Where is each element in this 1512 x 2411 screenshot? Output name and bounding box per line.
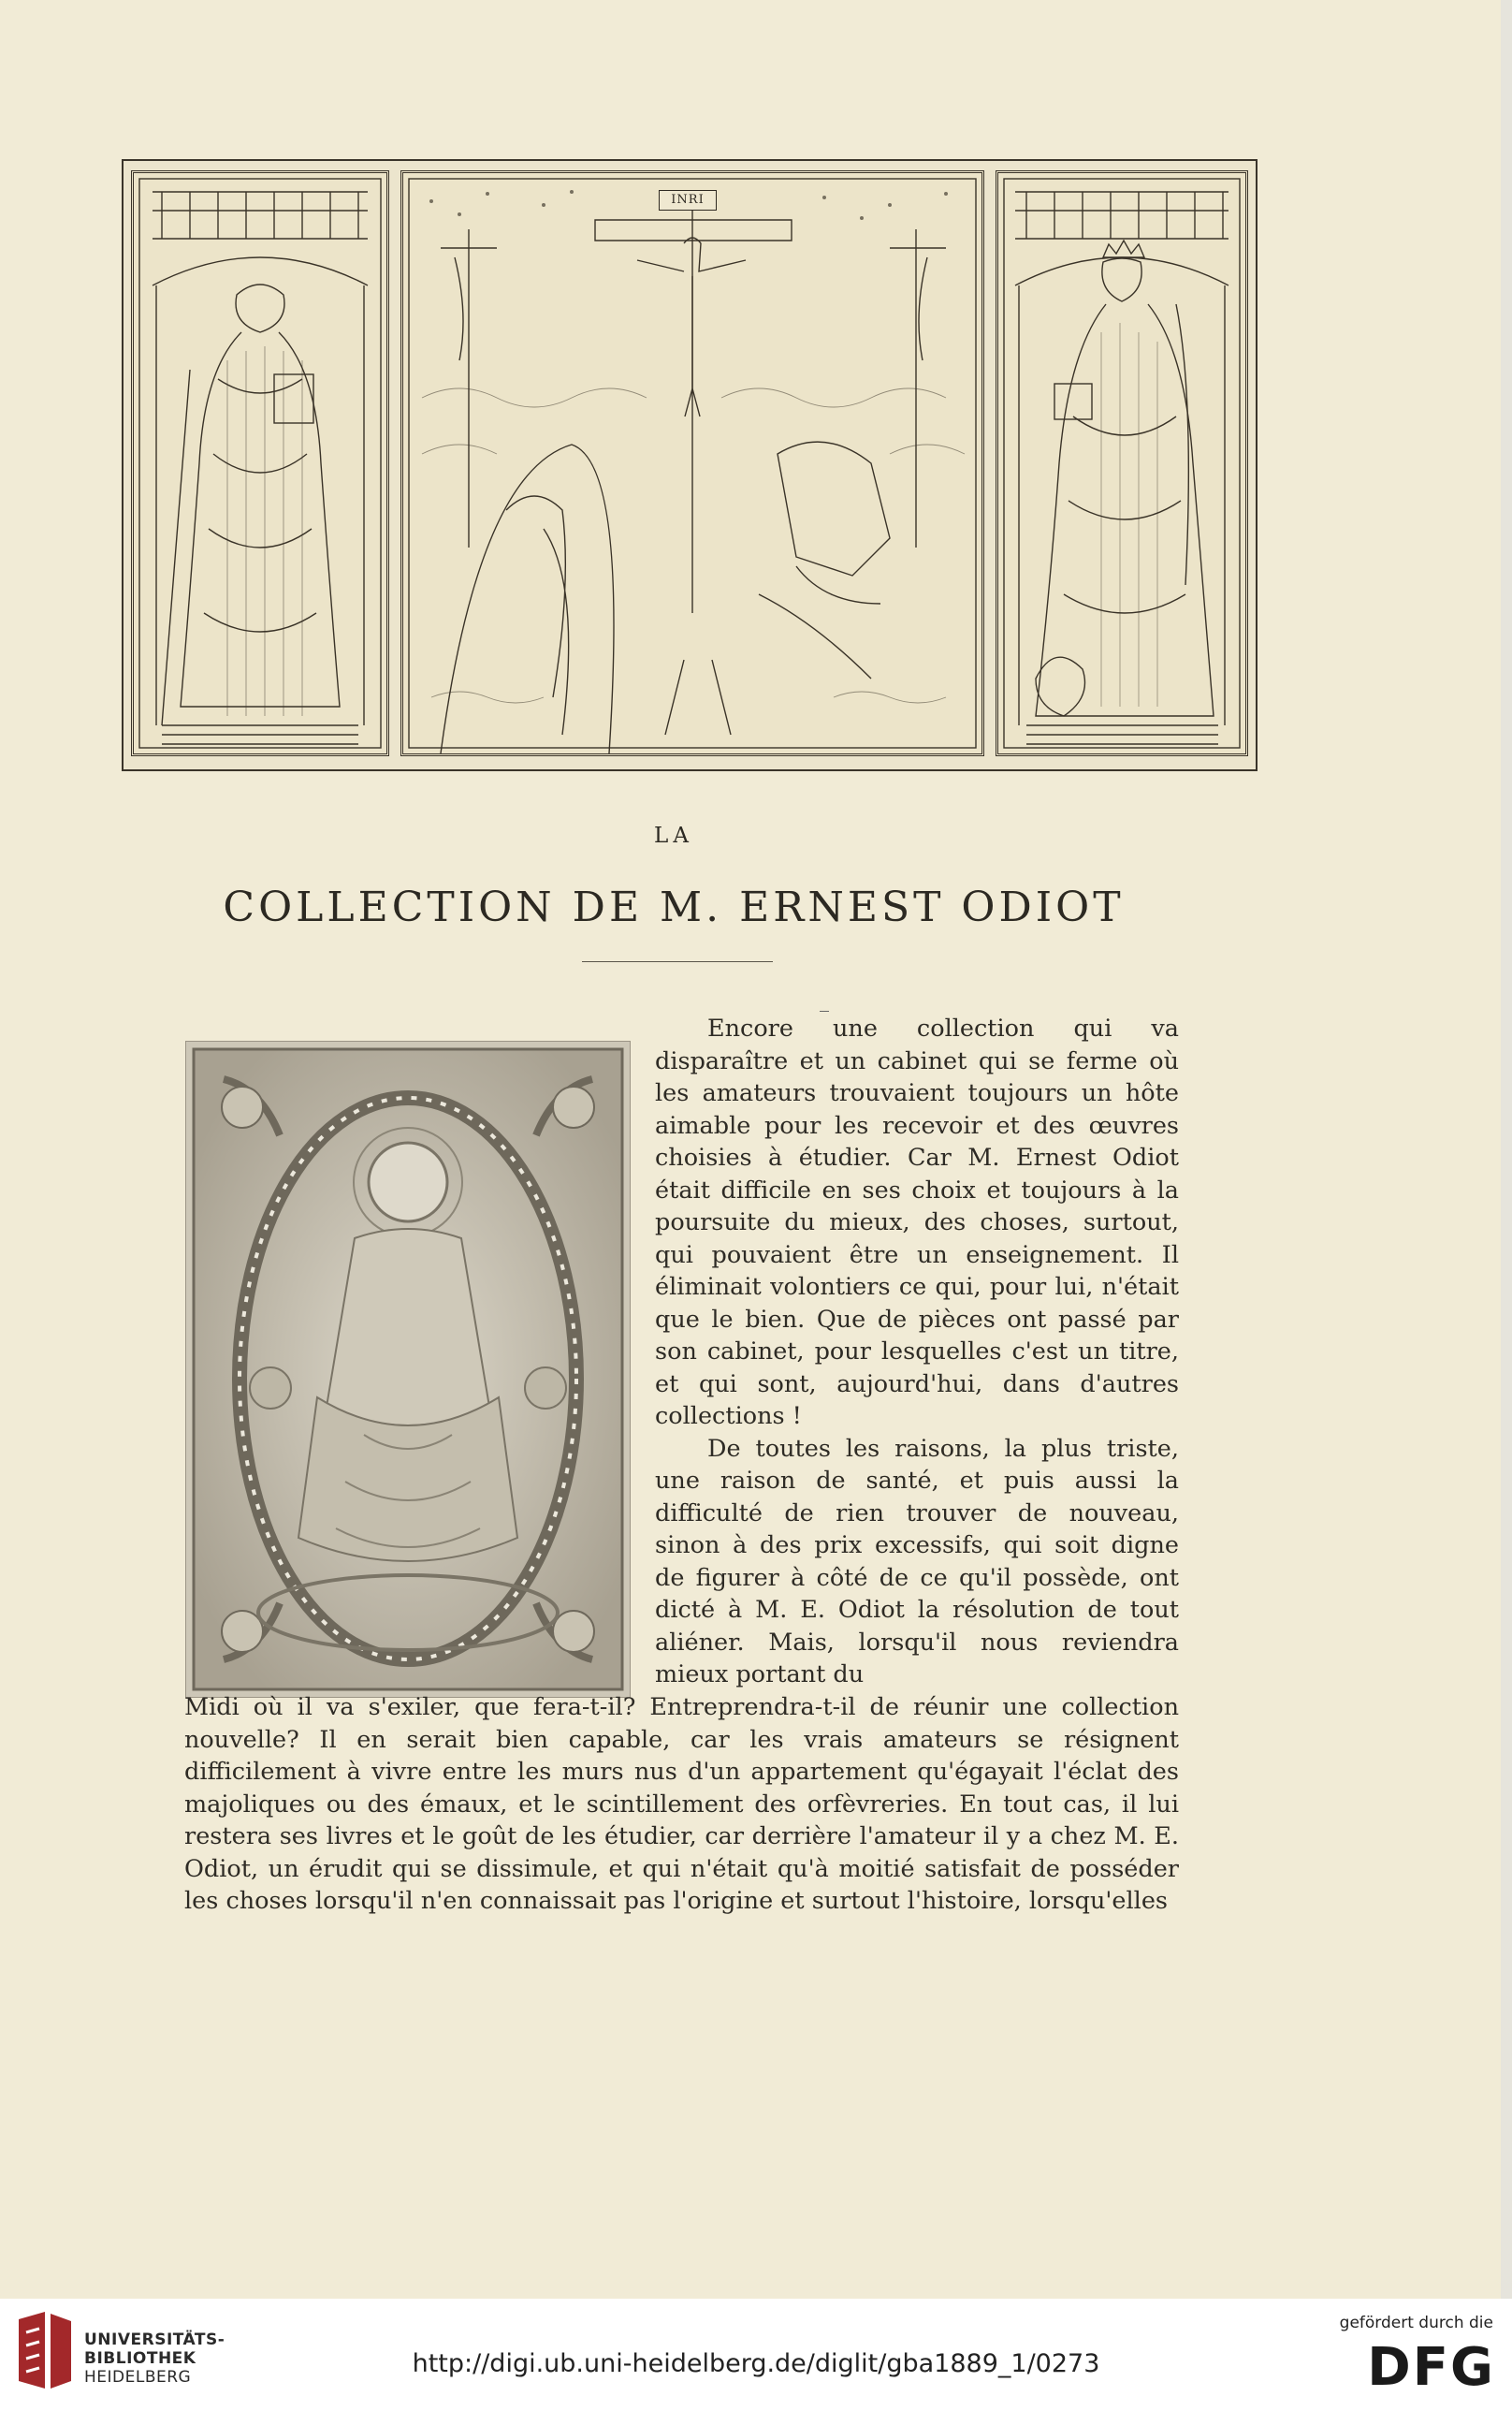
crucifixion-drawing <box>403 173 981 753</box>
left-panel-saint-with-book <box>131 170 389 756</box>
heading-kicker: LA <box>654 824 693 848</box>
paragraph-2-continued: Midi où il va s'exiler, que fera-t-il? Entreprendra-t-il de réunir une collection nouvelle? Il en serait bien capable, car les vrais amateurs se résignent difficilement à vivre entre les murs nus d'un appartement qu'égayait l'éclat des majoliques ou des émaux, et le scintillement des orfèvreries. En tout cas, il lui restera ses livres et le goût de les étudier, car derrière l'amateur il y a chez M. E. Odiot, un érudit qui se dissimule, et qui n'était qu'à moitié satisfait de posséder les choses lorsqu'il n'en connaissait pas l'origine et surtout l'histoire, lorsqu'elles <box>184 1693 1179 1915</box>
center-panel-crucifixion <box>400 170 984 756</box>
column-tick-mark <box>820 1011 829 1012</box>
ivory-relief-christ-in-majesty <box>185 1041 631 1698</box>
sponsor-label: gefördert durch die <box>1339 2314 1493 2332</box>
right-panel-crowned-saint <box>996 170 1248 756</box>
relief-drawing <box>186 1042 630 1697</box>
paragraph-2-start: De toutes les raisons, la plus triste, une raison de santé, et puis aussi la difficulté de rien trouver de nouveau, sinon à des prix excessifs, qui soit digne de figurer à côté de ce qu'il possède, ont dicté à M. E. Odiot la résolution de tout aliéner. Mais, lorsqu'il nous reviendra mieux portant du <box>655 1434 1179 1688</box>
library-name-line1: UNIVERSITÄTS- <box>84 2331 225 2349</box>
library-name-line2: BIBLIOTHEK <box>84 2349 196 2368</box>
inri-plaque: INRI <box>659 190 717 211</box>
dfg-logo: DFG <box>1367 2337 1495 2398</box>
library-name-line3: HEIDELBERG <box>84 2368 192 2387</box>
paragraph-1: Encore une collection qui va disparaître et un cabinet qui se ferme où les amateurs trouvaient toujours un hôte aimable pour les recevoir et des œuvres choisies à étudier. Car M. Ernest Odiot était difficile en ses choix et toujours à la poursuite du mieux, des choses, surtout, qui pouvaient être un enseignement. Il éliminait volontiers ce qui, pour lui, n'était que le bien. Que de pièces ont passé par son cabinet, pour lesquelles c'est un titre, et qui sont, aujourd'hui, dans d'autres collections ! <box>655 1015 1179 1430</box>
text-column <box>655 1013 1179 1691</box>
page-edge <box>1501 0 1512 2299</box>
page-title: COLLECTION DE M. ERNEST ODIOT <box>223 884 1125 931</box>
title-rule <box>582 961 773 962</box>
saint-figure-drawing <box>134 173 386 753</box>
crowned-saint-drawing <box>998 173 1245 753</box>
source-url-link[interactable]: http://digi.ub.uni-heidelberg.de/diglit/gba1889_1/0273 <box>412 2349 1100 2378</box>
triptych-engraving <box>122 159 1258 771</box>
